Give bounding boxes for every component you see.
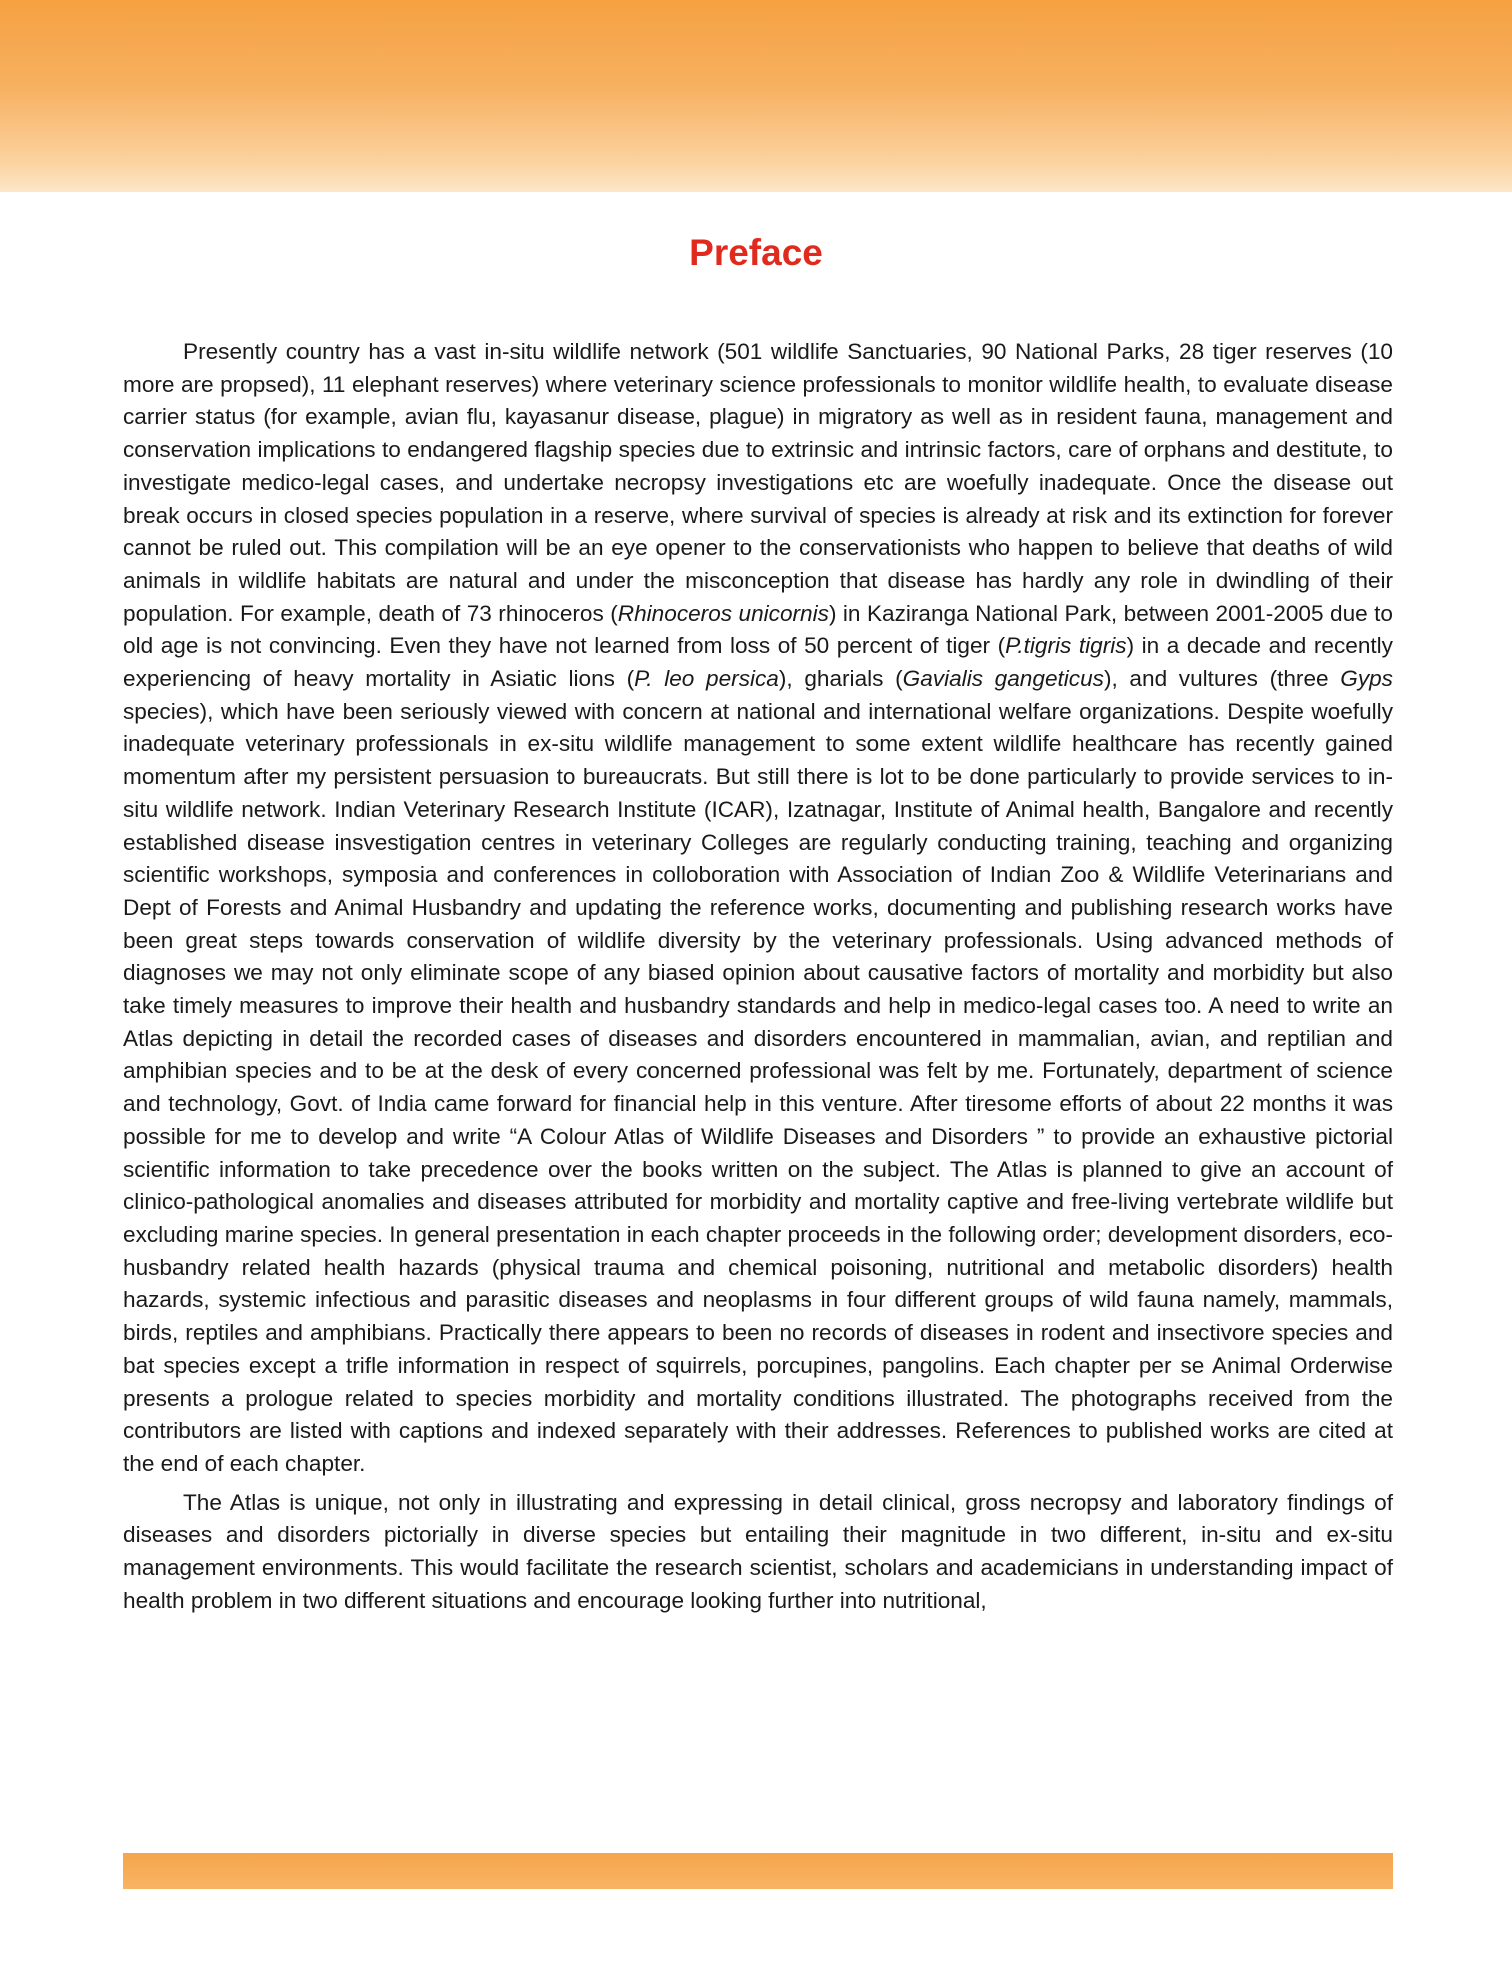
text-run: ), and vultures (three (1103, 666, 1341, 692)
text-run: species), which have been seriously viewed with concern at national and international welfare organizations. Despite woefully inadequate veterinary professionals in ex-situ wildlife management to some extent wildlife healthcare has recently gained momentum after my persistent persuasion to bureaucrats. But still there is lot to be done particularly to provide services to in-situ wildlife network. Indian Veterinary Research Institute (ICAR), Izatnagar, Institute of Animal health, Bangalore and recently established disease insvestigation centres in veterinary Colleges are regularly conducting training, teaching and organizing scientific workshops, symposia and conferences in colloboration with Association of Indian Zoo & Wildlife Veterinarians and Dept of Forests and Animal Husbandry and updating the reference works, documenting and publishing research works have been great steps towards conservation of wildlife diversity by the veterinary professionals. Using advanced methods of diagnoses we may not only eliminate scope of any biased opinion about causative factors of mortality and morbidity but also take timely measures to improve their health and husbandry standards and help in medico-legal cases too. A need to write an Atlas depicting in detail the recorded cases of diseases and disorders encountered in mammalian, avian, and reptilian and amphibian species and to be at the desk of every concerned professional was felt by me. Fortunately, department of science and technology, Govt. of India came forward for financial help in this venture. After tiresome efforts of about 22 months it was possible for me to develop and write “A Colour Atlas of Wildlife Diseases and Disorders ” to provide an exhaustive pictorial scientific information to take precedence over the books written on the subject. The Atlas is planned to give an account of clinico-pathological anomalies and diseases attributed for morbidity and mortality captive and free-living vertebrate wildlife but excluding marine species. In general presentation in each chapter proceeds in the following order; development disorders, eco-husbandry related health hazards (physical trauma and chemical poisoning, nutritional and metabolic disorders) health hazards, systemic infectious and parasitic diseases and neoplasms in four different groups of wild fauna namely, mammals, birds, reptiles and amphibians. Practically there appears to been no records of diseases in rodent and insectivore species and bat species except a trifle information in respect of squirrels, porcupines, pangolins. Each chapter per se Animal Orderwise presents a prologue related to species morbidity and mortality conditions illustrated. The photographs received from the contributors are listed with captions and indexed separately with their addresses. References to published works are cited at the end of each chapter. (123, 698, 1393, 1476)
header-band (0, 0, 1512, 192)
species-name: P. leo persica (634, 666, 779, 692)
species-name: Gavialis gangeticus (902, 666, 1104, 692)
footer-band (123, 1853, 1393, 1889)
text-run: The Atlas is unique, not only in illustrating and expressing in detail clinical, gross necropsy and laboratory findings of diseases and disorders pictorially in diverse species but entailing their magnitude in two different, in-situ and ex-situ management environments. This would facilitate the research scientist, scholars and academicians in understanding impact of health problem in two different situations and encourage looking further into nutritional, (123, 1489, 1393, 1613)
text-run: ) in Kaziranga National Park, between 2001-2005 due to old age is not convincing. Even they have not learned from loss of 50 percent of tiger ( (123, 600, 1393, 659)
paragraph (123, 1487, 1393, 1618)
paragraph (123, 336, 1393, 1481)
species-name: Gyps (1340, 666, 1393, 692)
preface-body (123, 336, 1393, 1623)
text-run: Presently country has a vast in-situ wildlife network (501 wildlife Sanctuaries, 90 National Parks, 28 tiger reserves (10 more are propsed), 11 elephant reserves) where veterinary science professionals to monitor wildlife health, to evaluate disease carrier status (for example, avian flu, kayasanur disease, plague) in migratory as well as in resident fauna, management and conservation implications to endangered flagship species due to extrinsic and intrinsic factors, care of orphans and destitute, to investigate medico-legal cases, and undertake necropsy investigations etc are woefully inadequate. Once the disease out break occurs in closed species population in a reserve, where survival of species is already at risk and its extinction for forever cannot be ruled out. This compilation will be an eye opener to the conservationists who happen to believe that deaths of wild animals in wildlife habitats are natural and under the misconception that disease has hardly any role in dwindling of their population. For example, death of 73 rhinoceros ( (123, 339, 1393, 626)
text-run: ), gharials ( (778, 666, 903, 692)
text-run: ) in a decade and recently experiencing of heavy mortality in Asiatic lions ( (123, 633, 1393, 692)
species-name: P.tigris tigris (1005, 633, 1127, 659)
page-title: Preface (689, 232, 823, 273)
species-name: Rhinoceros unicornis (617, 600, 829, 626)
